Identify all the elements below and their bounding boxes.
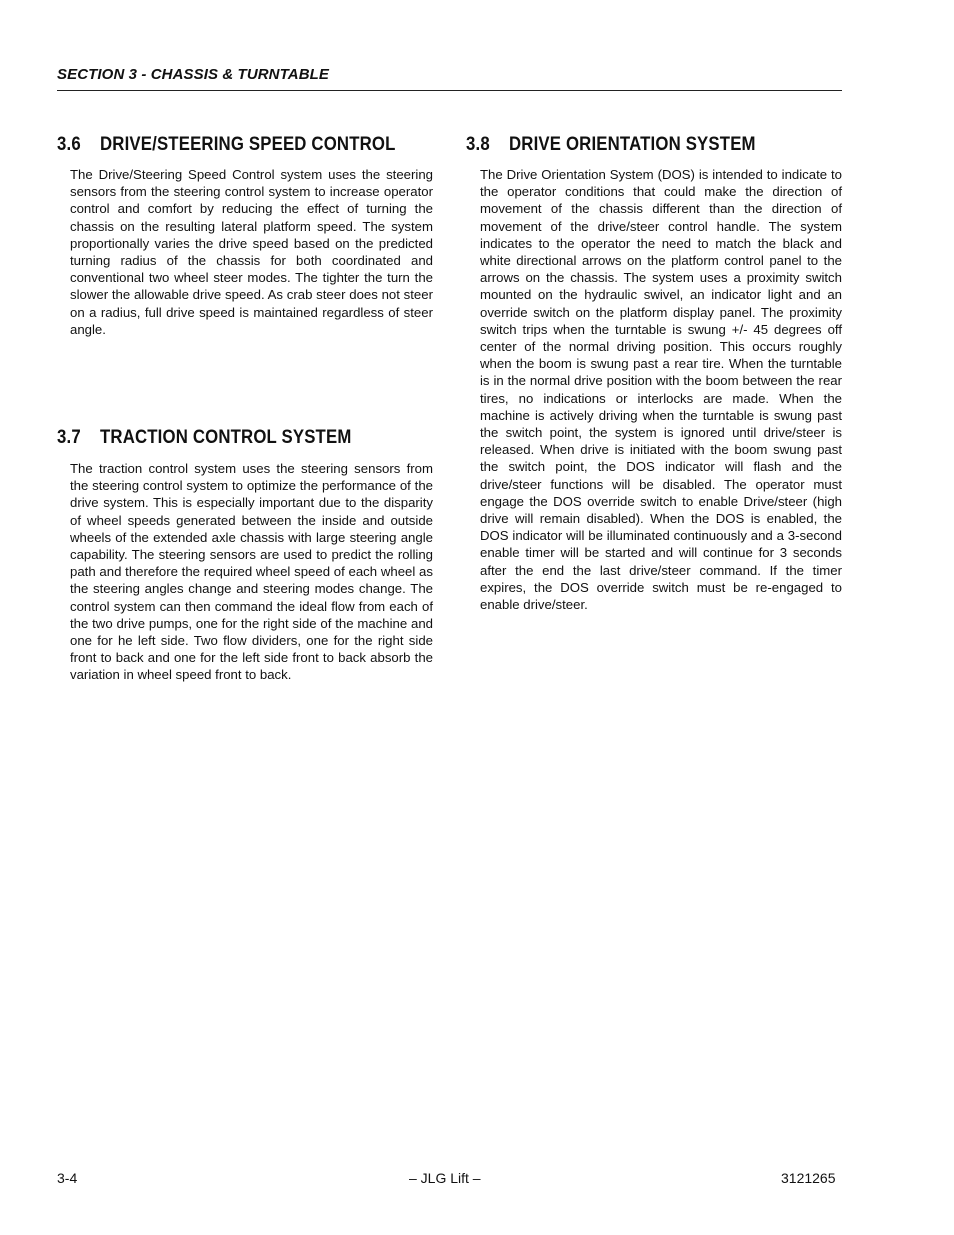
page-header-title: SECTION 3 - CHASSIS & TURNTABLE <box>57 66 330 83</box>
footer-brand: – JLG Lift – <box>409 1170 481 1186</box>
section-3-8-heading <box>466 133 756 156</box>
section-3-7-body: The traction control system uses the steering sensors from the steering control system to optimize the performance of the drive system. This is especially important due to the disparity of wheel speeds generated between the inside and outside wheels of the extended axle chassis with large steering angle capability. The steering sensors are used to predict the rolling path and therefore the required wheel speed of each wheel as the steering angles change and steering modes change. The control system can then command the ideal flow from each of the two drive pumps, one for the right side of the machine and one for he left side. Two flow dividers, one for the right side front to back and one for the left side front to back absorb the variation in wheel speed front to back. <box>70 461 433 683</box>
section-title: DRIVE ORIENTATION SYSTEM <box>509 133 756 155</box>
section-number: 3.8 <box>466 133 490 155</box>
section-number: 3.6 <box>57 133 81 155</box>
section-3-6-body: The Drive/Steering Speed Control system uses the steering sensors from the steering control system to increase operator control and comfort by reducing the effect of turning the chassis on the resulting lateral platform speed. The system proportionally varies the drive speed based on the predicted turning radius of the chassis for both coordinated and conventional two wheel steer modes. The tighter the turn the slower the allowable drive speed. As crab steer does not steer on a radius, full drive speed is maintained regardless of steer angle. <box>70 167 433 337</box>
document-number: 3121265 <box>781 1170 836 1186</box>
section-number: 3.7 <box>57 426 81 448</box>
section-title: DRIVE/STEERING SPEED CONTROL <box>100 133 396 155</box>
section-3-6-heading <box>57 133 396 156</box>
page-number: 3-4 <box>57 1170 78 1186</box>
section-3-8-body: The Drive Orientation System (DOS) is intended to indicate to the operator conditions that could make the direction of movement of the chassis different than the direction of movement of the drive/steer control handle. The system indicates to the operator the need to match the black and white directional arrows on the platform control panel to the arrows on the chassis. The system uses a proximity switch mounted on the hydraulic swivel, an indicator light and an override switch on the platform display panel. The proximity switch trips when the turntable is swung +/- 45 degrees off center of the normal driving position. This occurs roughly when the boom is swung past a rear tire. When the turntable is in the normal drive position with the boom between the rear tires, no indications or interlocks are made. When the machine is actively driving when the turntable is swung past the switch point, the system is ignored until drive/steer is released. When drive is initiated with the boom swung past the switch point, the DOS indicator will flash and the drive/steer functions will be disabled. The operator must engage the DOS override switch to enable Drive/steer (high drive will remain disabled). When the DOS is enabled, the DOS indicator will be illuminated continuously and a 3-second enable timer will be started and will continue for 3 seconds after the end the last drive/steer command. If the timer expires, the DOS override switch must be re-engaged to enable drive/steer. <box>480 167 842 613</box>
section-title: TRACTION CONTROL SYSTEM <box>100 426 352 448</box>
section-3-7-heading <box>57 426 351 449</box>
header-divider <box>57 90 842 91</box>
